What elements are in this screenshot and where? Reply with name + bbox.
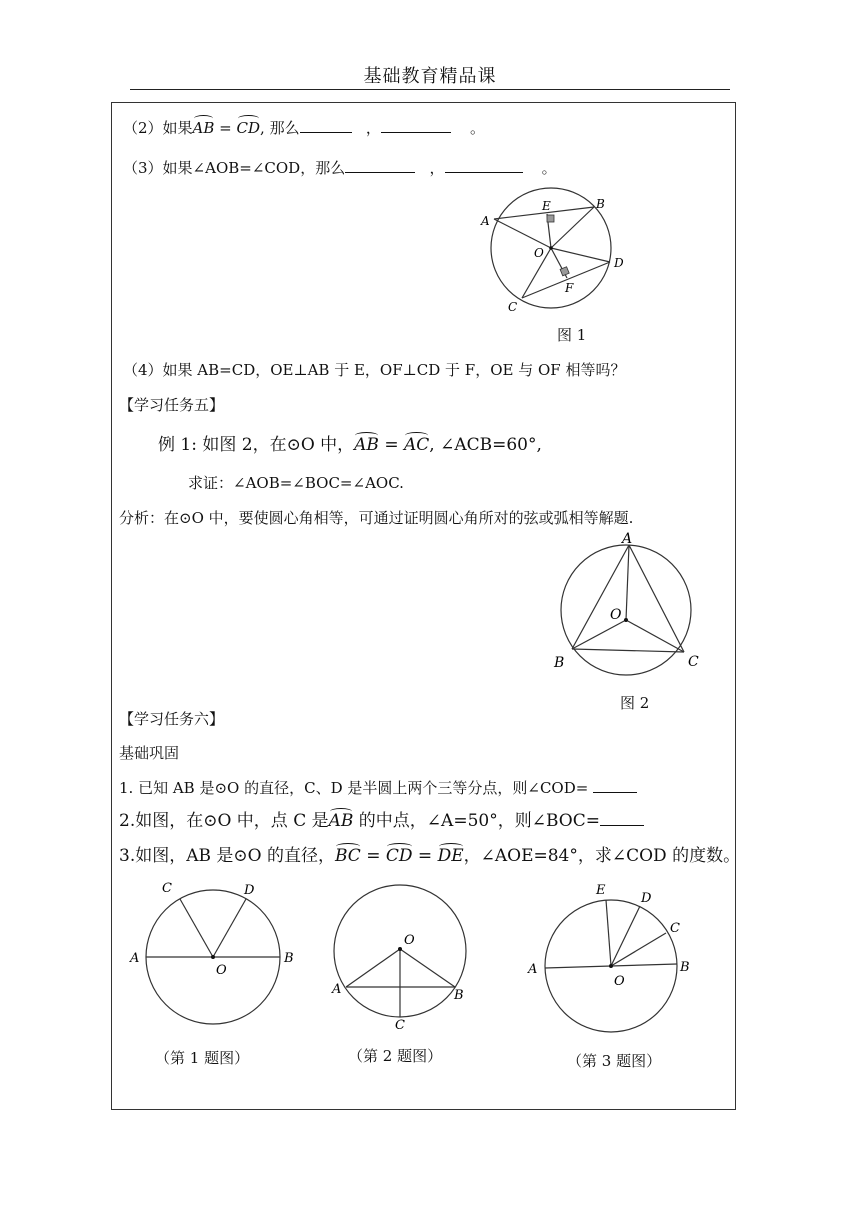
segment-ob <box>400 949 455 987</box>
label-b: B <box>596 197 605 211</box>
segment-oa <box>346 949 400 987</box>
question-3: （3）如果∠AOB=∠COD，那么 ， 。 <box>123 159 557 177</box>
answer-blank[interactable] <box>300 118 352 133</box>
figure-problem-1-caption: （第 1 题图） <box>155 1049 250 1067</box>
figure-problem-1 <box>124 876 304 1046</box>
label-c: C <box>395 1018 405 1033</box>
question-4: （4）如果 AB=CD，OE⊥AB 于 E，OF⊥CD 于 F，OE 与 OF 相等吗？ <box>123 361 626 379</box>
label-a: A <box>130 951 140 966</box>
task6-subheading: 基础巩固 <box>119 744 180 762</box>
label-o: O <box>614 974 625 989</box>
label-b: B <box>284 951 294 966</box>
label-o: O <box>404 933 415 948</box>
problem-3: 3.如图，AB 是⊙O 的直径，BC = CD = DE，∠AOE=84°，求∠COD 的度数。 <box>119 846 741 866</box>
label-o: O <box>610 607 622 623</box>
label-d: D <box>244 883 255 898</box>
arc-cd: CD <box>385 846 413 866</box>
label-b: B <box>454 988 464 1003</box>
arc-bc: BC <box>334 846 361 866</box>
label-c: C <box>688 654 699 670</box>
header-rule <box>130 89 730 90</box>
figure-problem-3 <box>522 876 702 1041</box>
label-e: E <box>542 199 551 213</box>
question-2: （2）如果AB = CD, 那么 ， 。 <box>123 119 485 137</box>
problem-1: 1. 已知 AB 是⊙O 的直径，C、D 是半圆上两个三等分点，则∠COD= <box>119 778 637 798</box>
arc-ab: AB <box>328 811 354 831</box>
center-point <box>549 246 553 250</box>
segment-ob <box>551 207 594 248</box>
center-point <box>211 955 215 959</box>
prove-statement: 求证：∠AOB=∠BOC=∠AOC. <box>188 474 404 492</box>
label-c: C <box>670 921 680 936</box>
figure-problem-2-caption: （第 2 题图） <box>348 1047 443 1065</box>
arc-cd: CD <box>236 119 261 137</box>
arc-ab: AB <box>192 119 215 137</box>
figure-2-caption: 图 2 <box>620 694 650 712</box>
figure-1 <box>470 186 650 346</box>
label-c: C <box>508 300 518 314</box>
figure-1-caption: 图 1 <box>557 326 587 344</box>
label-o: O <box>216 963 227 978</box>
segment-oa <box>626 545 629 620</box>
arc-de: DE <box>437 846 464 866</box>
segment-od <box>551 248 610 262</box>
center-point <box>624 618 628 622</box>
answer-blank[interactable] <box>593 778 637 793</box>
chord-ac <box>629 545 684 652</box>
label-a: A <box>622 532 633 547</box>
problem-2: 2.如图，在⊙O 中，点 C 是AB 的中点，∠A=50°，则∠BOC= <box>119 811 644 831</box>
arc-ac: AC <box>404 435 430 455</box>
label-f: F <box>565 281 574 295</box>
label-c: C <box>162 881 172 896</box>
segment-oe <box>606 900 611 966</box>
analysis-text: 分析：在⊙O 中，要使圆心角相等，可通过证明圆心角所对的弦或弧相等解题. <box>119 509 634 527</box>
page-header-title: 基础教育精品课 <box>363 66 497 87</box>
label-o: O <box>534 246 544 260</box>
chord-bc <box>572 649 684 652</box>
arc-ab: AB <box>354 435 379 455</box>
segment-oc <box>180 899 213 957</box>
answer-blank[interactable] <box>345 158 415 173</box>
figure-2 <box>548 532 718 682</box>
label-e: E <box>596 883 606 898</box>
segment-oa <box>494 219 551 248</box>
label-b: B <box>680 960 690 975</box>
task6-heading: 【学习任务六】 <box>119 710 225 728</box>
label-a: A <box>528 962 538 977</box>
label-d: D <box>641 891 652 906</box>
label-a: A <box>481 214 490 228</box>
center-point <box>609 964 613 968</box>
answer-blank[interactable] <box>381 118 451 133</box>
figure-problem-2 <box>322 870 482 1040</box>
answer-blank[interactable] <box>600 811 644 826</box>
example-1: 例 1: 如图 2，在⊙O 中，AB = AC, ∠ACB=60°, <box>158 435 542 455</box>
label-d: D <box>614 256 624 270</box>
center-point <box>398 947 402 951</box>
figure-problem-3-caption: （第 3 题图） <box>567 1052 662 1070</box>
label-a: A <box>332 982 342 997</box>
task5-heading: 【学习任务五】 <box>119 396 225 414</box>
segment-od <box>213 899 246 957</box>
answer-blank[interactable] <box>445 158 523 173</box>
right-angle-mark-e <box>547 215 554 222</box>
label-b: B <box>554 655 565 671</box>
